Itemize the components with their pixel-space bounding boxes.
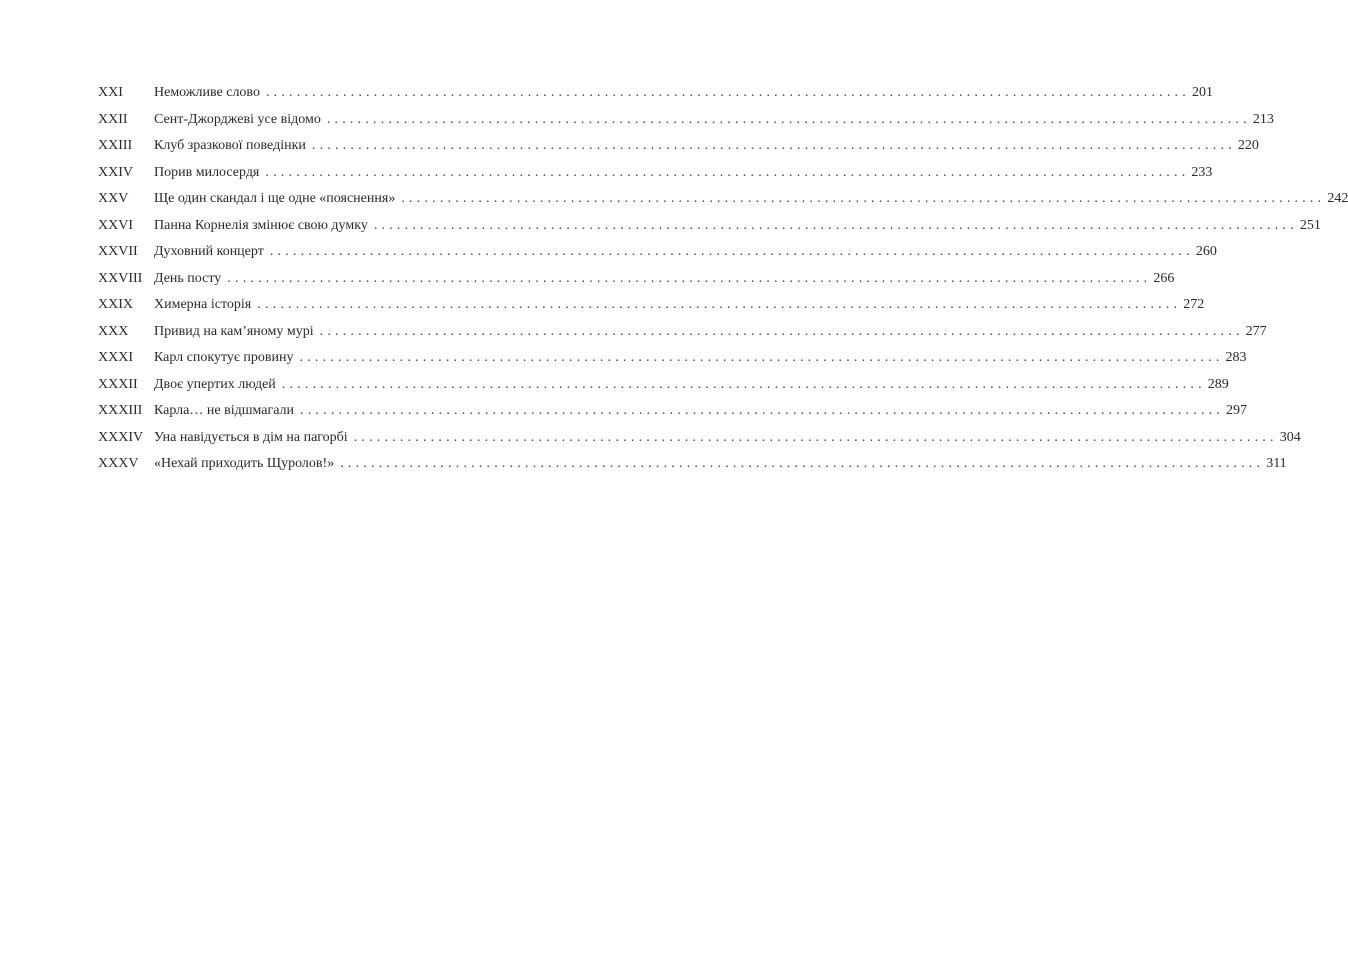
chapter-title: Неможливе слово	[154, 85, 260, 100]
dot-leader: ........................................................................................................................	[326, 111, 1251, 127]
chapter-title: Клуб зразкової поведінки	[154, 138, 306, 153]
page-number: 289	[1207, 376, 1229, 392]
chapter-title: Порив милосердя	[154, 164, 260, 180]
toc-entry	[98, 372, 1229, 399]
page-number: 304	[1279, 429, 1301, 445]
page-number: 277	[1245, 323, 1267, 339]
toc-entry	[98, 239, 1217, 266]
dot-leader: ........................................................................................................................	[300, 403, 1225, 418]
chapter-title: День посту	[154, 270, 222, 286]
chapter-title: Панна Корнелія змінює свою думку	[154, 217, 368, 233]
chapter-number: XXXIII	[98, 403, 143, 418]
table-of-contents	[98, 80, 1348, 478]
toc-entry	[98, 107, 1274, 134]
page-number: 242	[1327, 191, 1348, 206]
toc-entry	[98, 160, 1213, 187]
chapter-title: Карл спокутує провину	[154, 350, 294, 365]
dot-leader: ........................................................................................................................	[227, 270, 1152, 286]
dot-leader: ........................................................................................................................	[257, 297, 1182, 312]
dot-leader: ........................................................................................................................	[353, 429, 1278, 445]
toc-entry	[98, 133, 1259, 160]
chapter-number: XXIV	[98, 164, 133, 180]
chapter-title: Привид на кам’яному мурі	[154, 323, 314, 339]
chapter-number: XXVII	[98, 244, 138, 259]
dot-leader: ........................................................................................................................	[340, 456, 1265, 471]
page-number: 201	[1191, 85, 1213, 100]
dot-leader: ........................................................................................................................	[299, 350, 1224, 365]
chapter-number: XXX	[98, 323, 129, 339]
dot-leader: ........................................................................................................................	[269, 244, 1194, 259]
toc-entry	[98, 213, 1321, 240]
chapter-number: XXXIV	[98, 429, 144, 445]
chapter-title: Уна навідується в дім на пагорбі	[154, 429, 348, 445]
chapter-title: Сент-Джорджеві усе відомо	[154, 111, 321, 127]
page-number: 213	[1252, 111, 1274, 127]
page-number: 220	[1237, 138, 1259, 153]
dot-leader: ........................................................................................................................	[311, 138, 1236, 153]
chapter-number: XXV	[98, 191, 129, 206]
chapter-title: «Нехай приходить Щуролов!»	[154, 456, 335, 471]
toc-entry	[98, 398, 1248, 425]
dot-leader: ........................................................................................................................	[401, 191, 1326, 206]
page-number: 311	[1266, 456, 1287, 471]
dot-leader: ........................................................................................................................	[281, 376, 1206, 392]
page-number: 283	[1225, 350, 1247, 365]
chapter-number: XXII	[98, 111, 128, 127]
chapter-title: Химерна історія	[154, 297, 252, 312]
toc-entry	[98, 451, 1287, 478]
toc-entry	[98, 266, 1175, 293]
toc-entry	[98, 186, 1348, 213]
page-number: 272	[1183, 297, 1205, 312]
chapter-title: Духовний концерт	[154, 244, 264, 259]
chapter-number: XXI	[98, 85, 123, 100]
page-number: 266	[1153, 270, 1175, 286]
page-number: 233	[1191, 164, 1213, 180]
chapter-title: Двоє упертих людей	[154, 376, 276, 392]
dot-leader: ........................................................................................................................	[265, 85, 1190, 100]
chapter-number: XXIX	[98, 297, 133, 312]
page-number: 251	[1299, 217, 1321, 233]
toc-entry	[98, 319, 1267, 346]
toc-entry	[98, 425, 1301, 452]
chapter-title: Ще один скандал і ще одне «пояснення»	[154, 191, 396, 206]
page-number: 297	[1226, 403, 1248, 418]
toc-entry	[98, 80, 1213, 107]
chapter-number: XXXV	[98, 456, 139, 471]
chapter-number: XXXI	[98, 350, 133, 365]
toc-entry	[98, 345, 1247, 372]
dot-leader: ........................................................................................................................	[373, 217, 1298, 233]
chapter-title: Карла… не відшмагали	[154, 403, 295, 418]
dot-leader: ........................................................................................................................	[265, 164, 1190, 180]
chapter-number: XXIII	[98, 138, 133, 153]
chapter-number: XXVIII	[98, 270, 143, 286]
toc-entry	[98, 292, 1205, 319]
chapter-number: XXXII	[98, 376, 138, 392]
chapter-number: XXVI	[98, 217, 133, 233]
dot-leader: ........................................................................................................................	[319, 323, 1244, 339]
page-number: 260	[1195, 244, 1217, 259]
